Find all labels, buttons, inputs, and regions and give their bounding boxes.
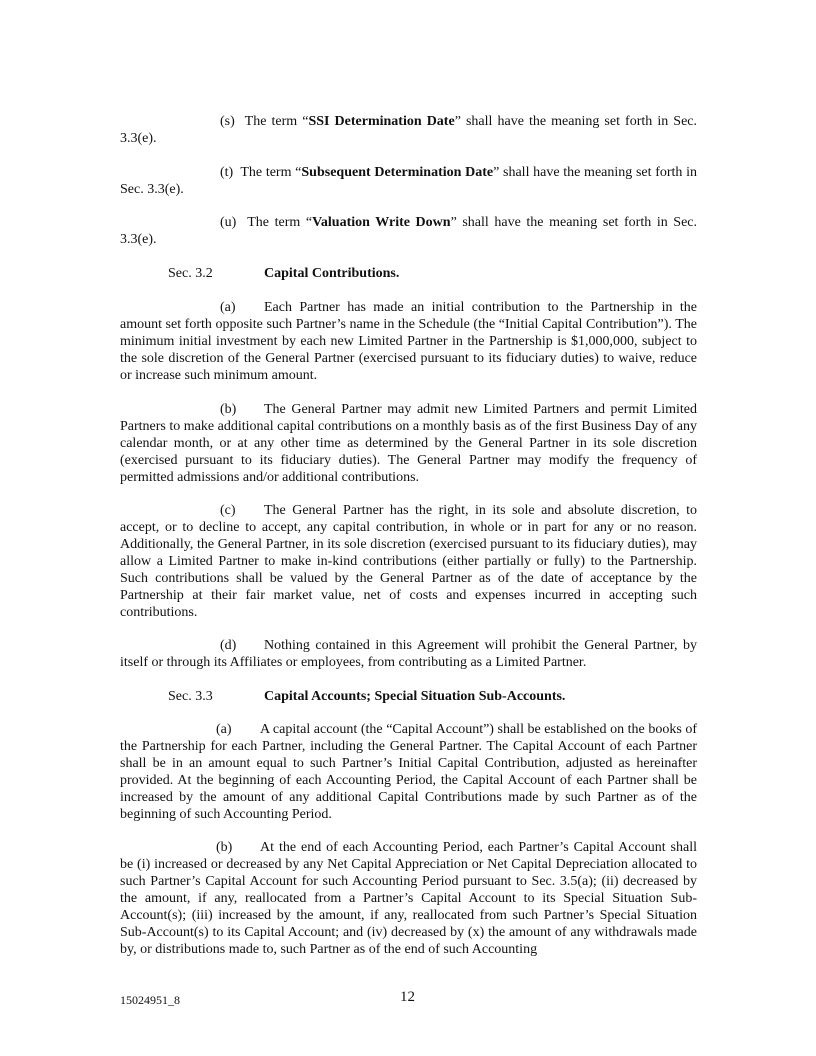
- defined-term: Subsequent Determination Date: [301, 165, 494, 180]
- section-heading-3-2: Sec. 3.2 Capital Contributions.: [168, 266, 400, 281]
- definition-s: (s) The term “SSI Determination Date” shall have the meaning set forth in Sec. 3.3(e).: [120, 114, 697, 146]
- paragraph-3-3-a: (a) A capital account (the “Capital Account”) shall be established on the books of the Partnership for each Partner, including the General Partner. The Capital Account of each Partner shall be in an amount equal to such Partner’s Initial Capital Contribution, adjusted as hereinafter provided. At the beginning of each Accounting Period, the Capital Account of each Partner shall be increased by the amount of any additional Capital Contributions made by such Partner as of the beginning of such Accounting Period.: [120, 722, 697, 822]
- definition-u: (u) The term “Valuation Write Down” shall have the meaning set forth in Sec. 3.3(e).: [120, 215, 698, 247]
- defined-term: Valuation Write Down: [312, 215, 451, 230]
- paragraph-3-2-c: (c) The General Partner has the right, in its sole and absolute discretion, to accept, or to decline to accept, any capital contribution, in whole or in part for any or no reason. Additionally, the General Partner, in its sole discretion (exercised pursuant to its fiduciary duties), may allow a Limited Partner to make in-kind contributions (either partially or fully) to the Partnership. Such contributions shall be valued by the General Partner as of the date of acceptance by the Partnership at their fair market value, net of costs and expenses incurred in accepting such contributions.: [120, 503, 697, 620]
- section-heading-3-3: Sec. 3.3 Capital Accounts; Special Situation Sub-Accounts.: [168, 689, 566, 704]
- document-id: 15024951_8: [120, 993, 180, 1007]
- page-number: 12: [400, 989, 415, 1005]
- defined-term: SSI Determination Date: [308, 114, 455, 129]
- definition-t: (t) The term “Subsequent Determination Date” shall have the meaning set forth in Sec. 3.3(e).: [120, 165, 697, 197]
- paragraph-3-2-d: (d) Nothing contained in this Agreement will prohibit the General Partner, by itself or through its Affiliates or employees, from contributing as a Limited Partner.: [120, 638, 697, 670]
- paragraph-3-2-a: (a) Each Partner has made an initial contribution to the Partnership in the amount set forth opposite such Partner’s name in the Schedule (the “Initial Capital Contribution”). The minimum initial investment by each new Limited Partner in the Partnership is $1,000,000, subject to the sole discretion of the General Partner (exercised pursuant to its fiduciary duties) to waive, reduce or increase such minimum amount.: [120, 300, 697, 383]
- paragraph-3-3-b: (b) At the end of each Accounting Period, each Partner’s Capital Account shall be (i) increased or decreased by any Net Capital Appreciation or Net Capital Depreciation allocated to such Partner’s Capital Account for such Accounting Period pursuant to Sec. 3.5(a); (ii) decreased by the amount, if any, reallocated from a Partner’s Capital Account to its Special Situation Sub-Account(s); (iii) increased by the amount, if any, reallocated from such Partner’s Special Situation Sub-Account(s) to its Capital Account; and (iv) decreased by (x) the amount of any withdrawals made by, or distributions made to, such Partner as of the end of such Accounting: [120, 840, 697, 957]
- paragraph-3-2-b: (b) The General Partner may admit new Limited Partners and permit Limited Partners to make additional capital contributions on a monthly basis as of the first Business Day of any calendar month, or at any other time as determined by the General Partner in its sole discretion (exercised pursuant to its fiduciary duties). The General Partner may modify the frequency of permitted admissions and/or additional contributions.: [120, 402, 697, 485]
